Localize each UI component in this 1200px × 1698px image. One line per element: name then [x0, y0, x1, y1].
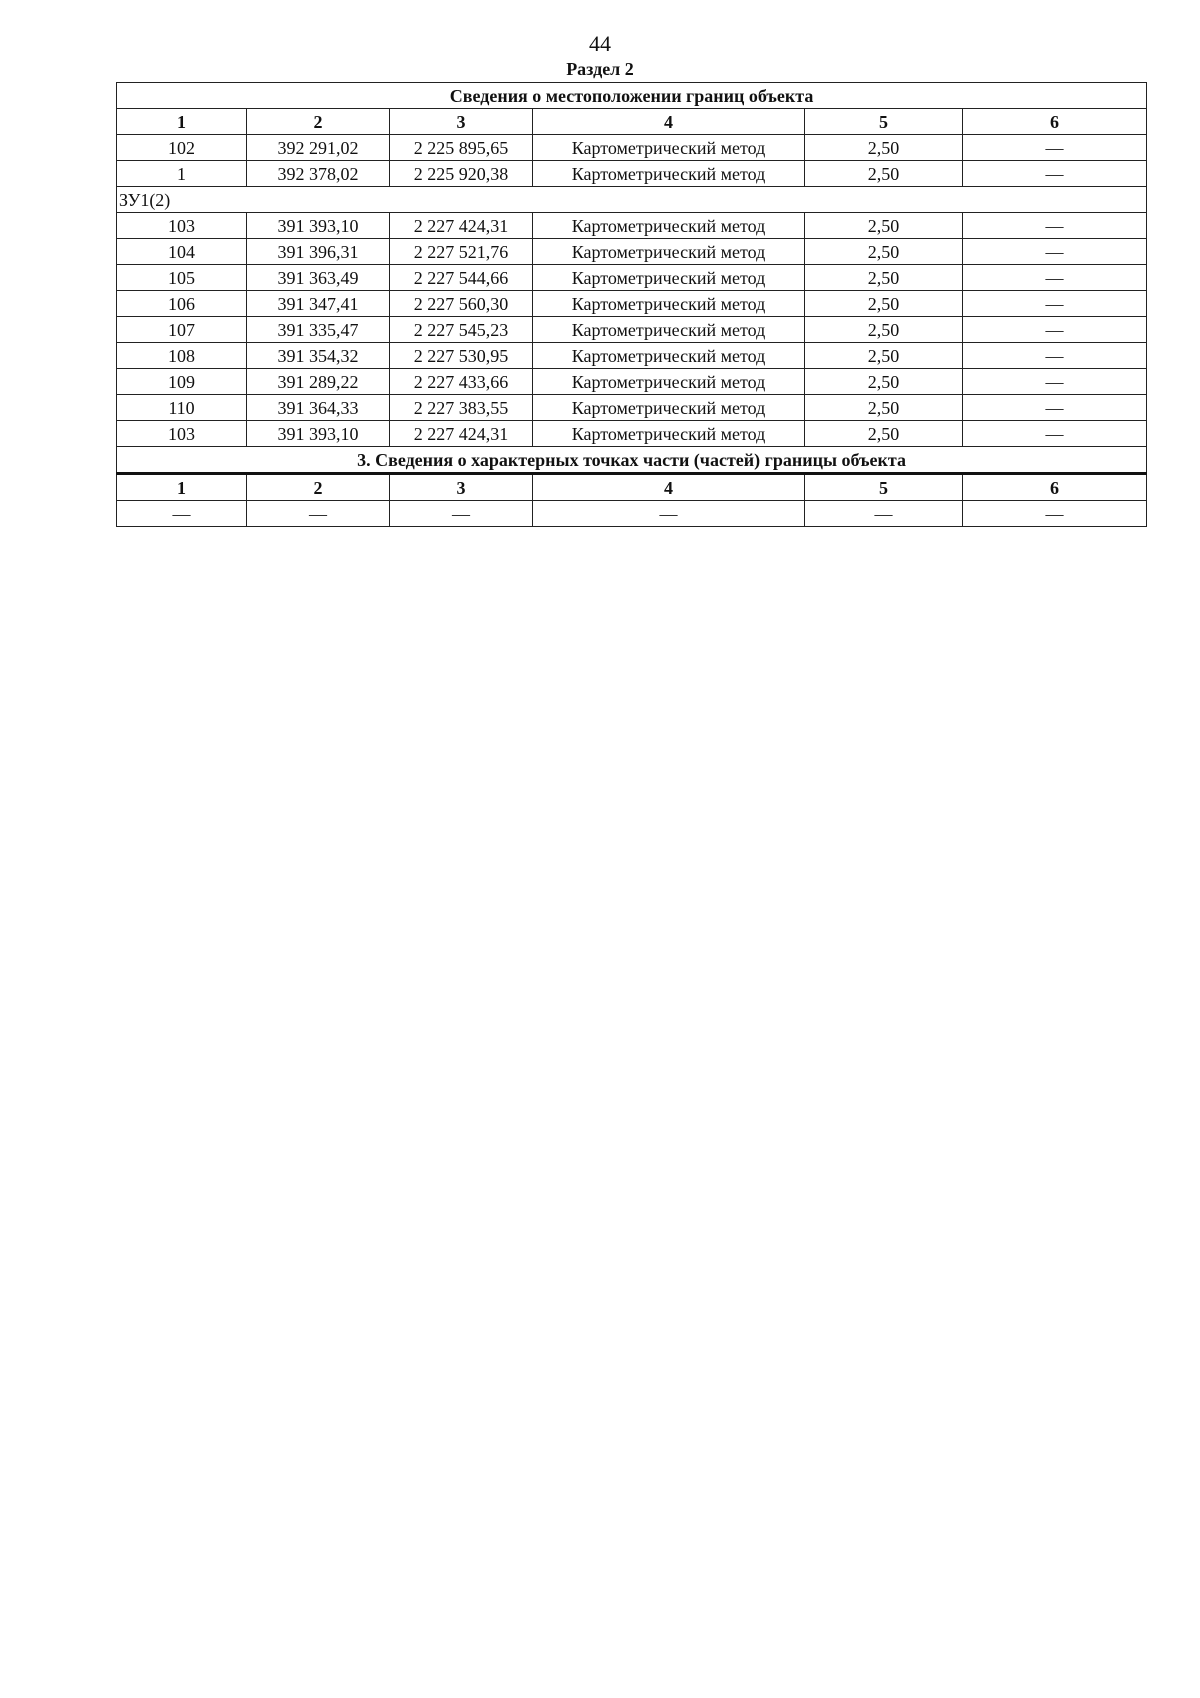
rows-part1	[117, 135, 1147, 187]
table-cell: 2 225 920,38	[390, 161, 533, 187]
table-cell: 391 364,33	[247, 395, 390, 421]
table-cell: Картометрический метод	[533, 369, 805, 395]
table-cell: 2,50	[805, 161, 963, 187]
table-cell: 102	[117, 135, 247, 161]
table-cell: Картометрический метод	[533, 421, 805, 447]
section-title: Раздел 2	[566, 59, 634, 79]
table-cell: 105	[117, 265, 247, 291]
table-row	[117, 239, 1147, 265]
table-cell: —	[533, 501, 805, 527]
table-cell: Картометрический метод	[533, 239, 805, 265]
table-row	[117, 135, 1147, 161]
table-row	[117, 395, 1147, 421]
boundary-table	[116, 82, 1147, 527]
table-cell: —	[390, 501, 533, 527]
table-row	[117, 213, 1147, 239]
table-cell: —	[963, 343, 1147, 369]
table-cell: —	[963, 161, 1147, 187]
column-header: 1	[117, 109, 247, 135]
table-cell: 2,50	[805, 343, 963, 369]
table-cell: —	[805, 501, 963, 527]
table-cell: Картометрический метод	[533, 161, 805, 187]
table-cell: —	[963, 317, 1147, 343]
table-row	[117, 343, 1147, 369]
rows-section3	[117, 501, 1147, 527]
column-header: 4	[533, 474, 805, 501]
table-cell: Картометрический метод	[533, 395, 805, 421]
column-header: 2	[247, 109, 390, 135]
table-cell: 103	[117, 421, 247, 447]
group-label-row	[117, 187, 1147, 213]
table-cell: 108	[117, 343, 247, 369]
table-cell: —	[963, 501, 1147, 527]
table-cell: 2,50	[805, 213, 963, 239]
section3-title: 3. Сведения о характерных точках части (частей) границы объекта	[117, 447, 1147, 474]
column-header: 2	[247, 474, 390, 501]
table-cell: 391 396,31	[247, 239, 390, 265]
table-cell: 104	[117, 239, 247, 265]
table-cell: 2 227 433,66	[390, 369, 533, 395]
table-cell: —	[963, 213, 1147, 239]
table-cell: 2 227 521,76	[390, 239, 533, 265]
table-cell: 391 363,49	[247, 265, 390, 291]
table-cell: 107	[117, 317, 247, 343]
table-title-row	[117, 83, 1147, 109]
page-number: 44	[589, 31, 611, 56]
table-cell: 2 227 383,55	[390, 395, 533, 421]
table-cell: —	[963, 239, 1147, 265]
table-row	[117, 265, 1147, 291]
column-header: 5	[805, 474, 963, 501]
rows-part2	[117, 213, 1147, 447]
column-header: 4	[533, 109, 805, 135]
column-header: 6	[963, 474, 1147, 501]
column-header: 1	[117, 474, 247, 501]
table-cell: 392 378,02	[247, 161, 390, 187]
column-header: 3	[390, 109, 533, 135]
table-cell: —	[963, 395, 1147, 421]
table-cell: —	[963, 265, 1147, 291]
table-cell: 392 291,02	[247, 135, 390, 161]
table-row	[117, 369, 1147, 395]
table-cell: 391 335,47	[247, 317, 390, 343]
table-cell: 109	[117, 369, 247, 395]
section3-header-row	[117, 474, 1147, 501]
table-cell: 2 227 544,66	[390, 265, 533, 291]
table-cell: 2,50	[805, 369, 963, 395]
group-label: ЗУ1(2)	[117, 187, 1147, 213]
table-cell: 2 227 560,30	[390, 291, 533, 317]
table-cell: Картометрический метод	[533, 291, 805, 317]
table-cell: Картометрический метод	[533, 317, 805, 343]
column-header: 5	[805, 109, 963, 135]
table-cell: 2,50	[805, 291, 963, 317]
table-cell: 1	[117, 161, 247, 187]
table-cell: 2,50	[805, 395, 963, 421]
table-cell: Картометрический метод	[533, 265, 805, 291]
table-row	[117, 421, 1147, 447]
table-cell: 391 289,22	[247, 369, 390, 395]
table-cell: 103	[117, 213, 247, 239]
table-row	[117, 161, 1147, 187]
table-row	[117, 501, 1147, 527]
table-cell: 2,50	[805, 317, 963, 343]
table-title: Сведения о местоположении границ объекта	[117, 83, 1147, 109]
table-cell: 2,50	[805, 135, 963, 161]
table-cell: —	[963, 421, 1147, 447]
column-header: 6	[963, 109, 1147, 135]
table-cell: Картометрический метод	[533, 343, 805, 369]
table-cell: 391 393,10	[247, 421, 390, 447]
table-cell: Картометрический метод	[533, 135, 805, 161]
table-cell: Картометрический метод	[533, 213, 805, 239]
table-cell: 2 227 424,31	[390, 421, 533, 447]
table-cell: 2 227 530,95	[390, 343, 533, 369]
table-cell: 391 354,32	[247, 343, 390, 369]
table-cell: 2 227 545,23	[390, 317, 533, 343]
table-cell: 391 393,10	[247, 213, 390, 239]
column-header: 3	[390, 474, 533, 501]
column-header-row	[117, 109, 1147, 135]
table-cell: —	[963, 291, 1147, 317]
table-cell: —	[247, 501, 390, 527]
section3-title-row	[117, 447, 1147, 474]
table-cell: 110	[117, 395, 247, 421]
table-cell: 2 227 424,31	[390, 213, 533, 239]
table-cell: 391 347,41	[247, 291, 390, 317]
table-cell: —	[117, 501, 247, 527]
table-row	[117, 317, 1147, 343]
table-cell: 2,50	[805, 421, 963, 447]
table-cell: 2,50	[805, 239, 963, 265]
table-row	[117, 291, 1147, 317]
table-cell: 106	[117, 291, 247, 317]
table-cell: —	[963, 369, 1147, 395]
table-cell: —	[963, 135, 1147, 161]
table-cell: 2 225 895,65	[390, 135, 533, 161]
table-cell: 2,50	[805, 265, 963, 291]
